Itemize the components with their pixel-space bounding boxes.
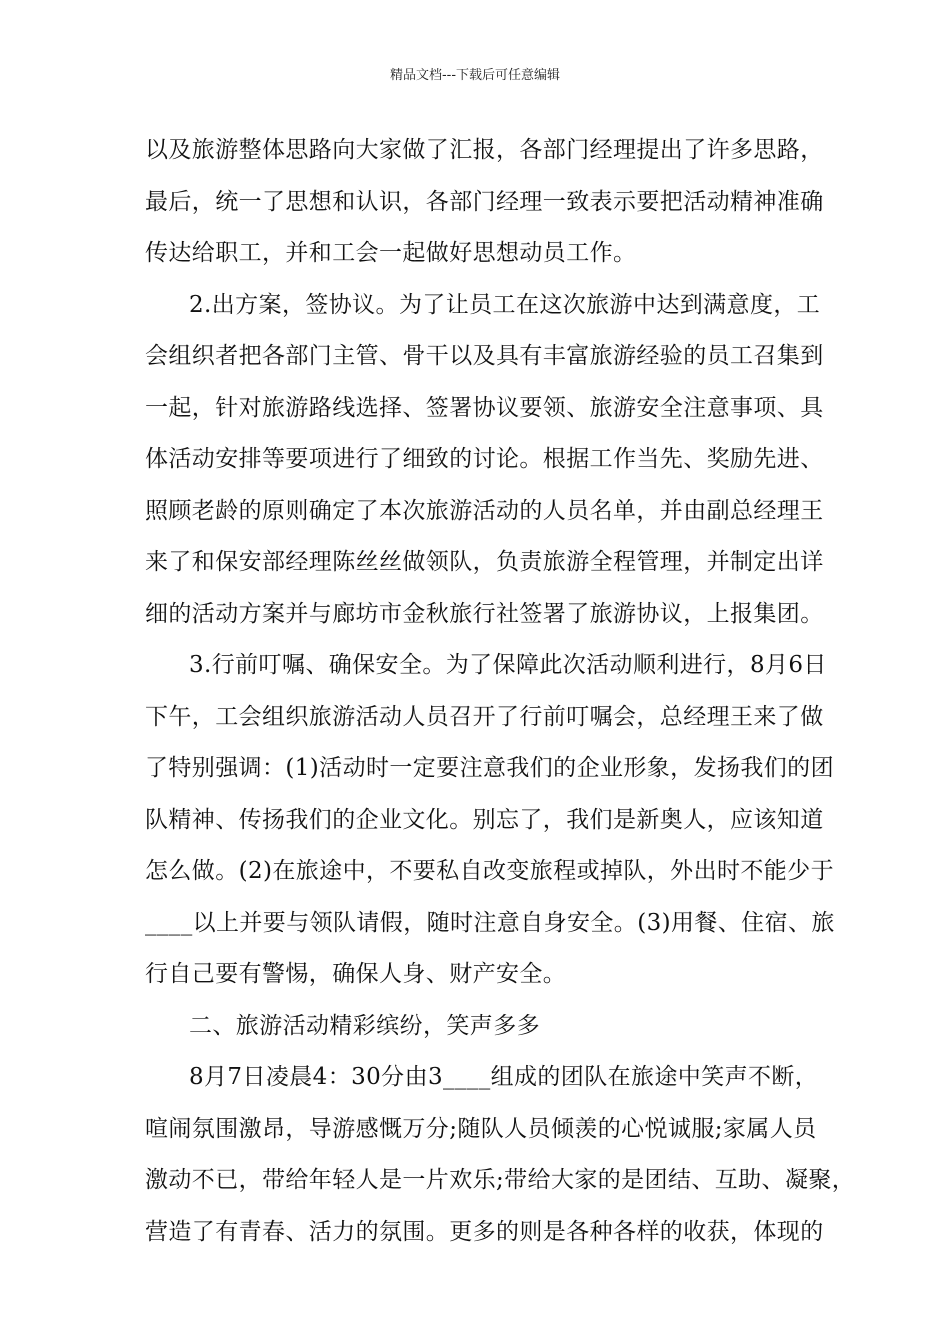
text-line: 2.出方案，签协议。为了让员工在这次旅游中达到满意度，工 xyxy=(189,292,821,318)
text-line: 营造了有青春、活力的氛围。更多的则是各种各样的收获，体现的 xyxy=(145,1219,824,1245)
text-line: 细的活动方案并与廊坊市金秋旅行社签署了旅游协议，上报集团。 xyxy=(145,601,824,627)
text-line: 下午，工会组织旅游活动人员召开了行前叮嘱会，总经理王来了做 xyxy=(145,704,824,730)
text-line: 怎么做。(2)在旅途中，不要私自改变旅程或掉队，外出时不能少于 xyxy=(145,858,834,884)
text-line: 来了和保安部经理陈丝丝做领队，负责旅游全程管理，并制定出详 xyxy=(145,549,824,575)
text-line: 了特别强调：(1)活动时一定要注意我们的企业形象，发扬我们的团 xyxy=(145,755,834,781)
section-heading: 二、旅游活动精彩缤纷，笑声多多 xyxy=(189,1013,540,1039)
page-header: 精品文档---下载后可任意编辑 xyxy=(389,68,561,83)
text-line: 喧闹氛围激昂，导游感慨万分;随队人员倾羡的心悦诚服;家属人员 xyxy=(145,1116,817,1142)
text-line: 队精神、传扬我们的企业文化。别忘了，我们是新奥人，应该知道 xyxy=(145,807,824,833)
text-line: 以及旅游整体思路向大家做了汇报，各部门经理提出了许多思路， xyxy=(145,137,824,163)
text-line: 最后，统一了思想和认识，各部门经理一致表示要把活动精神准确 xyxy=(145,189,824,215)
text-line: 体活动安排等要项进行了细致的讨论。根据工作当先、奖励先进、 xyxy=(145,446,824,472)
text-line: 8月7日凌晨4：30分由3____组成的团队在旅途中笑声不断， xyxy=(189,1064,819,1090)
text-line: 激动不已，带给年轻人是一片欢乐;带给大家的是团结、互助、凝聚， xyxy=(145,1167,856,1193)
text-line: 行自己要有警惕，确保人身、财产安全。 xyxy=(145,961,567,987)
text-line: 3.行前叮嘱、确保安全。为了保障此次活动顺利进行，8月6日 xyxy=(189,652,827,678)
text-line: 传达给职工，并和工会一起做好思想动员工作。 xyxy=(145,240,637,266)
text-line: 照顾老龄的原则确定了本次旅游活动的人员名单，并由副总经理王 xyxy=(145,498,824,524)
text-line: 一起，针对旅游路线选择、签署协议要领、旅游安全注意事项、具 xyxy=(145,395,824,421)
text-line: 会组织者把各部门主管、骨干以及具有丰富旅游经验的员工召集到 xyxy=(145,343,824,369)
text-line: ____以上并要与领队请假，随时注意自身安全。(3)用餐、住宿、旅 xyxy=(145,910,835,936)
